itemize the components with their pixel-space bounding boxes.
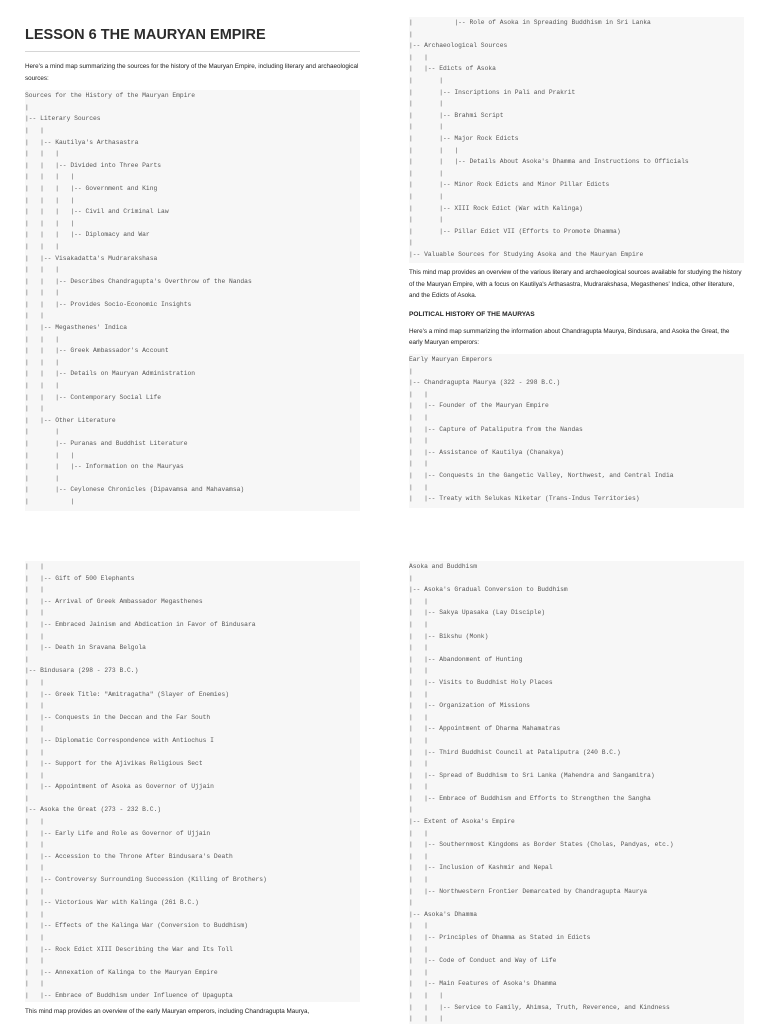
code-line: |-- Asoka the Great (273 - 232 B.C.)	[25, 806, 162, 814]
code-line: | |-- Main Features of Asoka's Dhamma	[409, 980, 557, 988]
code-line: |	[409, 806, 413, 814]
code-line: | |-- Appointment of Asoka as Governor of Ujjain	[25, 783, 214, 791]
code-line: | |-- Edicts of Asoka	[409, 65, 496, 73]
code-line: | |-- Kautilya's Arthasastra	[25, 138, 139, 146]
code-line: |	[409, 367, 413, 375]
code-line: | | |	[25, 335, 60, 343]
code-line: | |-- Ceylonese Chronicles (Dipavamsa and Mahavamsa)	[25, 486, 245, 494]
code-line: | |	[25, 609, 44, 617]
code-line: | |-- Victorious War with Kalinga (261 B.C.)	[25, 899, 199, 907]
summary-paragraph: This mind map provides an overview of the early Mauryan emperors, including Chandragupta Maurya,	[25, 1008, 310, 1015]
code-line: |	[409, 239, 413, 247]
code-line: |-- Asoka's Dhamma	[409, 910, 478, 918]
code-line: | | |-- Provides Socio-Economic Insights	[25, 300, 192, 308]
code-line: | |	[25, 887, 44, 895]
code-line: | |-- Assistance of Kautilya (Chanakya)	[409, 448, 564, 456]
code-line: |-- Extent of Asoka's Empire	[409, 818, 515, 826]
code-line: | |	[409, 667, 428, 675]
code-line: | |	[25, 818, 44, 826]
code-line: | |-- Embrace of Buddhism under Influence of Upagupta	[25, 991, 233, 999]
code-line: | |-- Principles of Dhamma as Stated in Edicts	[409, 934, 591, 941]
code-line: |-- Chandragupta Maurya (322 - 298 B.C.)	[409, 379, 561, 387]
code-line: | |-- Annexation of Kalinga to the Mauryan Empire	[25, 968, 218, 976]
code-line: | | |	[409, 1015, 444, 1023]
code-line: | |-- Gift of 500 Elephants	[25, 574, 135, 582]
code-line: | |-- Conquests in the Deccan and the Far South	[25, 713, 211, 721]
code-line: | |	[25, 126, 44, 134]
code-line: | |	[409, 169, 444, 177]
code-line: | |-- Treaty with Selukas Niketar (Trans-Indus Territories)	[409, 495, 640, 503]
code-line: | |	[25, 864, 44, 872]
code-line: | |	[409, 620, 428, 628]
code-line: | |-- Pillar Edict VII (Efforts to Promote Dhamma)	[409, 227, 621, 235]
code-line: | |-- Accession to the Throne After Bindusara's Death	[25, 852, 233, 860]
code-line: | | | |	[25, 219, 75, 227]
code-line: | | | |	[25, 173, 75, 181]
code-line: | |	[409, 597, 428, 605]
code-line: | |	[25, 586, 44, 594]
code-line: | |-- Embrace of Buddhism and Efforts to Strengthen the Sangha	[409, 794, 651, 802]
code-line: | |-- Controversy Surrounding Succession (Killing of Brothers)	[25, 876, 267, 884]
code-line: | |-- Arrival of Greek Ambassador Megasthenes	[25, 597, 203, 605]
code-line: | | |-- Contemporary Social Life	[25, 393, 162, 401]
code-line: | |	[25, 497, 75, 505]
code-line: | |	[409, 713, 428, 721]
code-line: | |	[25, 563, 44, 570]
code-block	[25, 90, 360, 511]
code-line: | | |	[25, 382, 60, 390]
code-line: | | |-- Service to Family, Ahimsa, Truth, Reverence, and Kindness	[409, 1003, 670, 1011]
code-line: | |	[409, 123, 444, 131]
code-line: | |	[409, 460, 428, 468]
code-line: | |	[25, 405, 44, 413]
code-line: | |	[25, 428, 60, 436]
code-line: | |-- Support for the Ajivikas Religious Sect	[25, 760, 203, 768]
code-line: | |-- Embraced Jainism and Abdication in Favor of Bindusara	[25, 620, 256, 628]
code-line: | | |-- Greek Ambassador's Account	[25, 347, 169, 355]
code-line: | | |	[25, 289, 60, 297]
code-line: | |	[409, 192, 444, 200]
code-line: | |-- Southernmost Kingdoms as Border States (Cholas, Pandyas, etc.)	[409, 841, 674, 849]
code-line: Asoka and Buddhism	[409, 563, 478, 570]
section-title: POLITICAL HISTORY OF THE MAURYAS	[409, 310, 535, 318]
code-line: | |	[25, 957, 44, 965]
code-line: | | | |	[25, 196, 75, 204]
code-line: | |	[25, 980, 44, 988]
code-line: |	[25, 794, 29, 802]
code-line: | |	[409, 760, 428, 768]
code-line: | |-- Founder of the Mauryan Empire	[409, 402, 549, 410]
code-line: | |-- Other Literature	[25, 416, 116, 424]
code-line: | |-- Megasthenes' Indica	[25, 324, 128, 332]
code-line: | | |-- Details About Asoka's Dhamma and Instructions to Officials	[409, 158, 689, 166]
code-line: | |-- Rock Edict XIII Describing the War and Its Toll	[25, 945, 233, 953]
code-line: | | |	[409, 146, 459, 154]
code-line: | | |	[25, 242, 60, 250]
code-line: | |-- Visits to Buddhist Holy Places	[409, 678, 553, 686]
code-line: | |	[409, 216, 444, 224]
code-line: | |	[409, 413, 428, 421]
code-line: | |-- Capture of Pataliputra from the Nandas	[409, 425, 583, 433]
code-line: | |-- Effects of the Kalinga War (Conversion to Buddhism)	[25, 922, 248, 930]
code-line: | |-- Minor Rock Edicts and Minor Pillar Edicts	[409, 181, 610, 189]
code-line: |-- Valuable Sources for Studying Asoka and the Mauryan Empire	[409, 250, 644, 258]
code-line: | | |	[409, 991, 444, 999]
code-line: | |-- Early Life and Role as Governor of Ujjain	[25, 829, 211, 837]
page-bottom-left	[25, 561, 360, 1023]
code-line: | | |	[25, 451, 75, 459]
code-line: | |-- Appointment of Dharma Mahamatras	[409, 725, 561, 733]
code-line: |-- Asoka's Gradual Conversion to Buddhism	[409, 586, 568, 594]
code-line: | |-- Abandonment of Hunting	[409, 655, 523, 663]
code-line: | |-- Bikshu (Monk)	[409, 632, 489, 640]
code-line: | |-- Spread of Buddhism to Sri Lanka (Mahendra and Sangamitra)	[409, 771, 655, 779]
code-line: | |	[409, 100, 444, 108]
code-line: | |	[409, 876, 428, 884]
code-line: | |-- Sakya Upasaka (Lay Disciple)	[409, 609, 546, 617]
code-line: | |	[409, 76, 444, 84]
code-line: | |	[25, 910, 44, 918]
code-line: | |-- Organization of Missions	[409, 702, 530, 710]
code-line: | |-- Inscriptions in Pali and Prakrit	[409, 88, 576, 96]
code-line: | |-- Role of Asoka in Spreading Buddhism in Sri Lanka	[409, 19, 651, 26]
code-line: | |-- Code of Conduct and Way of Life	[409, 957, 557, 965]
code-line: | | |-- Information on the Mauryas	[25, 463, 184, 471]
page-title: LESSON 6 THE MAURYAN EMPIRE	[25, 27, 266, 43]
intro-paragraph: Here's a mind map summarizing the sources for the history of the Mauryan Empire, including literary and archaeological sources:	[25, 63, 359, 82]
code-line: | |-- Puranas and Buddhist Literature	[25, 440, 188, 447]
code-line: Early Mauryan Emperors	[409, 355, 493, 363]
code-line: | |	[25, 474, 60, 482]
code-line: | |	[409, 852, 428, 860]
code-line: |	[409, 30, 413, 38]
code-line: Sources for the History of the Mauryan Empire	[25, 92, 196, 100]
code-line: | |	[25, 725, 44, 733]
code-line: |	[25, 655, 29, 663]
code-line: | |-- Greek Title: "Amitragatha" (Slayer of Enemies)	[25, 690, 230, 698]
code-line: |-- Archaeological Sources	[409, 42, 508, 50]
code-block	[409, 354, 744, 508]
code-line: | |	[409, 644, 428, 652]
code-line: | |	[409, 690, 428, 698]
intro-paragraph: Here's a mind map summarizing the information about Chandragupta Maurya, Bindusara, and Asoka the Great, the early Mauryan emperors:	[409, 327, 730, 347]
code-line: | |-- Third Buddhist Council at Pataliputra (240 B.C.)	[409, 748, 621, 756]
code-line: | |	[25, 702, 44, 710]
code-line: | |-- Northwestern Frontier Demarcated by Chandragupta Maurya	[409, 887, 648, 895]
summary-paragraph: This mind map provides an overview of the various literary and archaeological sources available for studying the history of the Mauryan Empire, with a focus on Kautilya's Arthasastra, Mudrarakshasa, Megasthenes' Indica, other literature, and the Edicts of Asoka.	[409, 269, 742, 300]
code-line: | | |	[25, 150, 60, 158]
code-line: | |-- Conquests in the Gangetic Valley, Northwest, and Central India	[409, 471, 674, 479]
code-line: | |-- Brahmi Script	[409, 111, 504, 119]
title-divider	[25, 51, 360, 52]
code-line: | |	[25, 632, 44, 640]
code-line: | |	[409, 437, 428, 445]
code-line: | | |-- Describes Chandragupta's Overthrow of the Nandas	[25, 277, 252, 285]
code-line: | |	[25, 312, 44, 320]
page-bottom-right	[409, 561, 744, 1024]
code-line: | |-- Death in Sravana Belgola	[25, 644, 146, 652]
code-line: | |	[25, 771, 44, 779]
code-line: | | | |-- Government and King	[25, 184, 158, 192]
code-line: | |	[409, 968, 428, 976]
code-line: | |	[25, 678, 44, 686]
page-top-left	[25, 20, 360, 528]
code-line: | | | |-- Diplomacy and War	[25, 231, 150, 239]
code-line: | | |-- Divided into Three Parts	[25, 161, 162, 169]
code-line: | |	[25, 748, 44, 756]
code-line: | |-- XIII Rock Edict (War with Kalinga)	[409, 204, 583, 212]
code-line: | |	[409, 945, 428, 953]
code-line: |-- Literary Sources	[25, 115, 101, 123]
code-line: |	[409, 899, 413, 907]
code-line: | | |	[25, 358, 60, 366]
code-line: | |-- Visakadatta's Mudrarakshasa	[25, 254, 158, 262]
page-top-right	[409, 17, 744, 527]
code-line: | |	[409, 390, 428, 398]
code-block	[409, 561, 744, 1024]
code-line: | |-- Major Rock Edicts	[409, 134, 519, 142]
code-line: | |-- Inclusion of Kashmir and Nepal	[409, 864, 553, 872]
code-line: | |	[409, 736, 428, 744]
code-line: |-- Bindusara (298 - 273 B.C.)	[25, 667, 139, 675]
code-line: | | |-- Details on Mauryan Administration	[25, 370, 196, 378]
code-line: | |	[25, 934, 44, 941]
code-line: | |	[409, 922, 428, 930]
code-line: | | | |-- Civil and Criminal Law	[25, 208, 169, 216]
code-line: | | |	[25, 266, 60, 274]
code-line: | |	[409, 53, 428, 61]
code-block	[409, 17, 744, 263]
code-line: |	[409, 574, 413, 582]
code-line: | |	[25, 841, 44, 849]
code-block	[25, 561, 360, 1002]
code-line: | |	[409, 783, 428, 791]
code-line: | |	[409, 483, 428, 491]
code-line: |	[25, 103, 29, 111]
code-line: | |	[409, 829, 428, 837]
code-line: | |-- Diplomatic Correspondence with Antiochus I	[25, 736, 214, 744]
